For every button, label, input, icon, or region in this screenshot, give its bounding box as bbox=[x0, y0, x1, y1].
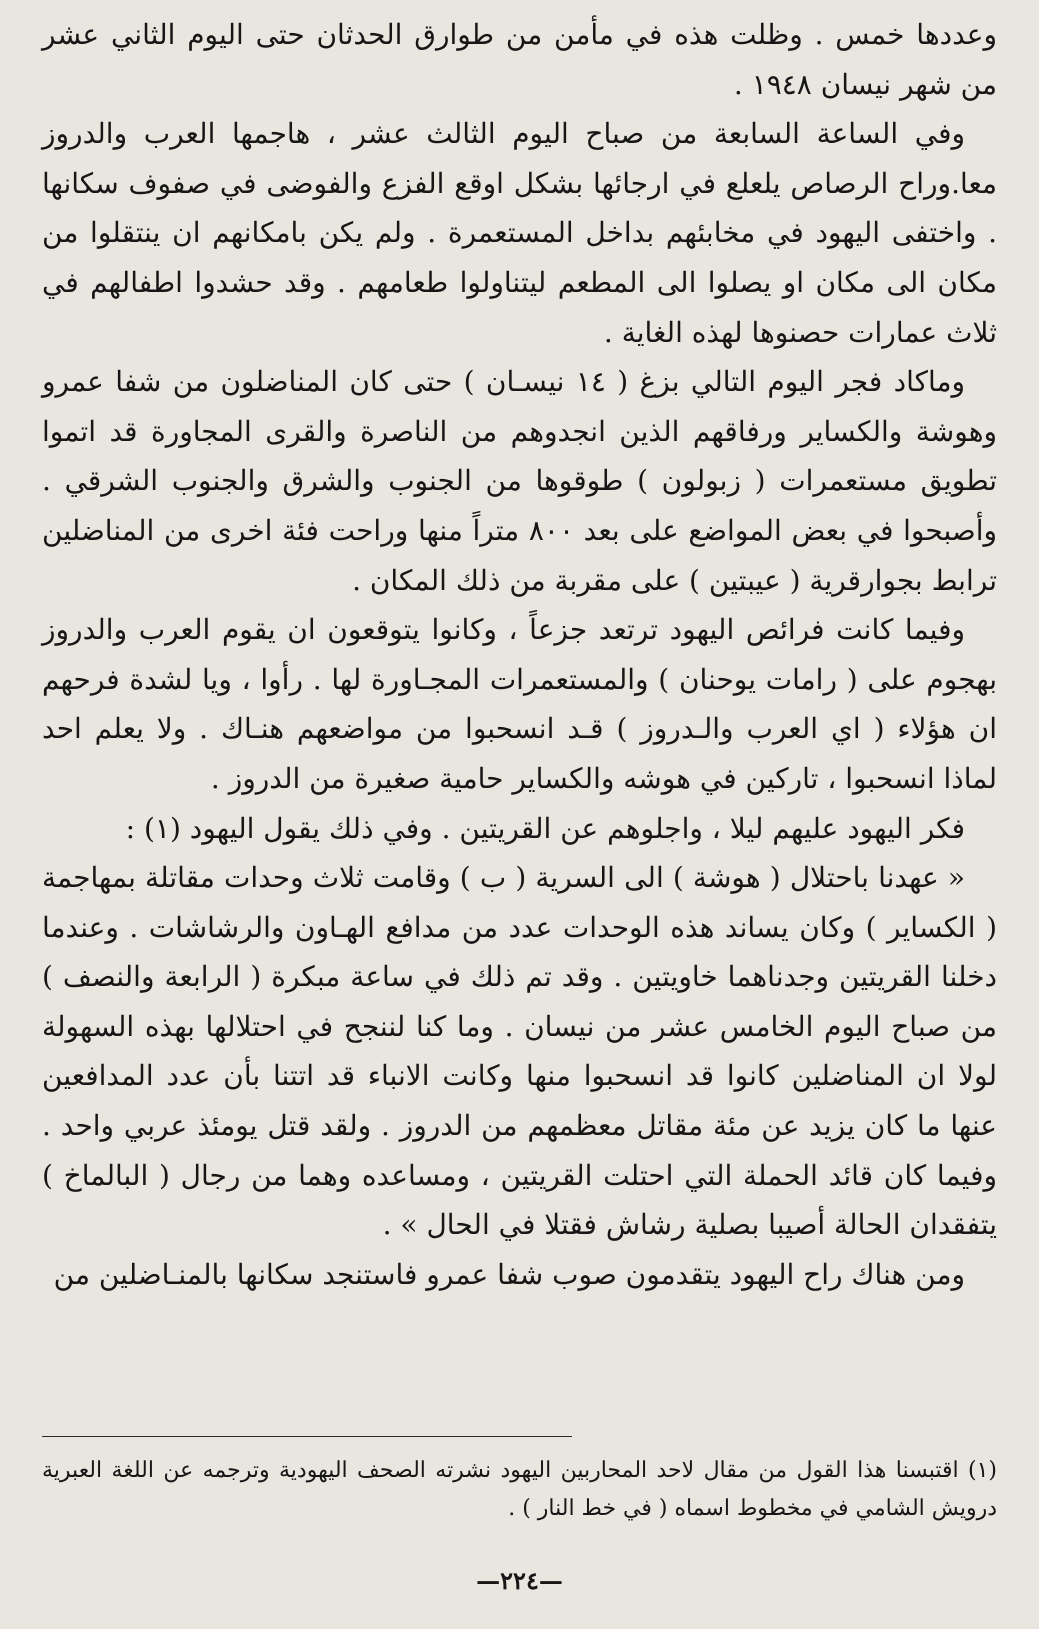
footnote-text: (١) اقتبسنا هذا القول من مقال لاحد المحاربين اليهود نشرته الصحف اليهودية وترجمه عن اللغة العبرية درويش الشامي في مخطوط اسماه ( في خط النار ) . bbox=[42, 1458, 997, 1521]
footnote-divider bbox=[42, 1436, 572, 1437]
paragraph-2: وفي الساعة السابعة من صباح اليوم الثالث عشر ، هاجمها العرب والدروز معا.وراح الرصاص يلعلع في ارجائها بشكل اوقع الفزع والفوضى في صفوف سكانها . واختفى اليهود في مخابئهم بداخل المستعمرة . ولم يكن بامكانهم ان ينتقلوا من مكان الى مكان او يصلوا الى المطعم ليتناولوا طعامهم . وقد حشدوا اطفالهم في ثلاث عمارات حصنوها لهذه الغاية . bbox=[42, 117, 997, 349]
paragraph-4: وفيما كانت فرائص اليهود ترتعد جزعاً ، وكانوا يتوقعون ان يقوم العرب والدروز بهجوم على ( رامات يوحنان ) والمستعمرات المجـاورة لها . رأوا ، ويا لشدة فرحهم ان هؤلاء ( اي العرب والـدروز ) قـد انسحبوا من مواضعهم هنـاك . ولا يعلم احد لماذا انسحبوا ، تاركين في هوشه والكساير حامية صغيرة من الدروز . bbox=[42, 613, 997, 795]
footnote bbox=[42, 1452, 997, 1528]
paragraph-3: وماكاد فجر اليوم التالي بزغ ( ١٤ نيسـان ) حتى كان المناضلون من شفا عمرو وهوشة والكساير ورفاقهم الذين انجدوهم من الناصرة والقرى المجاورة قد اتموا تطويق مستعمرات ( زبولون ) طوقوها من الجنوب والشرق والجنوب الشرقي . وأصبحوا في بعض المواضع على بعد ٨٠٠ متراً منها وراحت فئة اخرى من المناضلين ترابط بجوارقرية ( عيبتين ) على مقربة من ذلك المكان . bbox=[42, 365, 997, 597]
paragraph-5: فكر اليهود عليهم ليلا ، واجلوهم عن القريتين . وفي ذلك يقول اليهود (١) : bbox=[125, 811, 965, 845]
paragraph-1: وعددها خمس . وظلت هذه في مأمن من طوارق الحدثان حتى اليوم الثاني عشر من شهر نيسان ١٩٤٨ . bbox=[42, 18, 997, 101]
paragraph-6-quote: « عهدنا باحتلال ( هوشة ) الى السرية ( ب ) وقامت ثلاث وحدات مقاتلة بمهاجمة ( الكساير ) وكان يساند هذه الوحدات عدد من مدافع الهـاون والرشاشات . وعندما دخلنا القريتين وجدناهما خاويتين . وقد تم ذلك في ساعة مبكرة ( الرابعة والنصف ) من صباح اليوم الخامس عشر من نيسان . وما كنا لننجح في احتلالها بهذه السهولة لولا ان المناضلين كانوا قد انسحبوا منها وكانت الانباء قد اتتنا بأن عدد المدافعين عنها ما كان يزيد عن مئة مقاتل معظمهم من الدروز . ولقد قتل يومئذ عربي واحد . وفيما كان قائد الحملة التي احتلت القريتين ، ومساعده وهما من رجال ( البالماخ ) يتفقدان الحالة أصيبا بصلية رشاش فقتلا في الحال » . bbox=[42, 861, 997, 1242]
page-number: —٢٢٤— bbox=[476, 1566, 563, 1595]
body-text bbox=[42, 10, 997, 1299]
paragraph-7: ومن هناك راح اليهود يتقدمون صوب شفا عمرو فاستنجد سكانها بالمنـاضلين من bbox=[53, 1257, 965, 1291]
